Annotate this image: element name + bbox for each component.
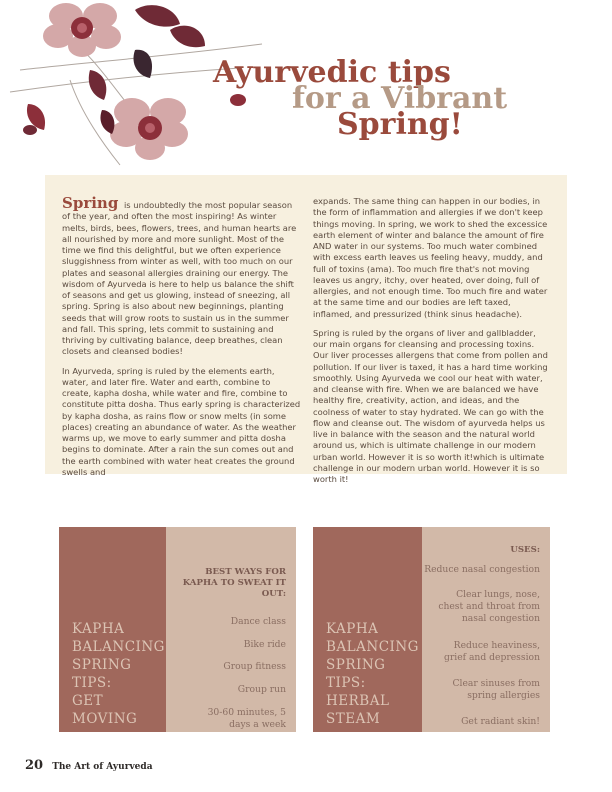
list-item: Reduce heaviness, grief and depression <box>443 640 540 663</box>
box-title-line: TIPS: <box>326 675 366 691</box>
article-column-2 <box>313 196 551 493</box>
blossom-top <box>43 3 121 57</box>
title-line-3: Spring! <box>337 107 463 142</box>
box-title <box>72 620 166 728</box>
paragraph: Spring is ruled by the organs of liver and gallbladder, our main organs for cleansing and processing toxins. Our liver processes allergens that come from pollen and pollution. If our liver is taxed, it has a hard time working smoothly. Using Ayurveda we cool our heat with water, and cleanse with fire. When we are balanced we have healthy fire, creativity, action, and ideas, and the coolness of water to stay hydrated. We can go with the flow and cleanse out. The wisdom of ayurveda helps us live in balance with the season and the natural world around us, which is ultimate challenge in our modern urban world. However it is so worth it!which is ultimate challenge in our modern urban world. However it is so worth it! <box>313 327 548 484</box>
list-item: Clear lungs, nose, chest and throat from nasal congestion <box>438 589 540 624</box>
blossom-bottom <box>110 98 188 160</box>
box-title-line: GET <box>72 693 104 709</box>
paragraph: In Ayurveda, spring is ruled by the elements earth, water, and later fire. Water and earth, combine to create, kapha dosha, while water and fire, combine to constitute pitta dosha. Thus early spring is characterized by kapha dosha, as rains flow or snow melts (in some places) creating an abundance of water. As the weather warms up, we move to early summer and pitta dosha begins to dominate. After a rain the sun comes out and the earth combined with water heat creates the ground swells and <box>62 365 301 477</box>
article-panel <box>45 175 567 484</box>
page-number: 20 <box>25 758 44 773</box>
list-item: Clear sinuses from spring allergies <box>452 678 540 701</box>
box-title-line: SPRING <box>326 657 386 673</box>
paragraph <box>62 194 302 358</box>
herbal-steam-box <box>313 527 550 732</box>
list-item: Reduce nasal congestion <box>424 564 540 575</box>
box-title-line: KAPHA <box>326 621 379 637</box>
box-list-panel <box>166 527 296 732</box>
list-item: Get radiant skin! <box>461 716 540 727</box>
box-title-line: MOVING <box>72 711 138 727</box>
list-item: 30-60 minutes, 5 days a week <box>207 707 286 730</box>
list-item: Group run <box>237 684 286 695</box>
box-title-line: SPRING TIPS: <box>72 657 132 691</box>
box-title-line: KAPHA <box>72 621 125 637</box>
box-title-line: STEAM <box>326 711 381 727</box>
article-column-1 <box>62 194 302 486</box>
page-footer <box>25 754 153 773</box>
box-title-line: BALANCING <box>72 639 165 655</box>
list-item: Group fitness <box>223 661 286 672</box>
box-title-panel <box>313 527 422 732</box>
title-line-2: for a Vibrant <box>292 81 508 116</box>
box-title-line: HERBAL <box>326 693 390 709</box>
paragraph-text: is undoubtedly the most popular season of the year, and often the most inspiring! As winter melts, birds, bees, flowers, trees, and human hearts are all nourished by more and more sunlight. Most of the time we find this delightful, but we often experience sluggishness from winter as well, with too much on our plates and seasonal allergies draining our energy. The wisdom of Ayurveda is here to help us balance the shift of seasons and get us glowing, instead of sneezing, all spring. Spring is also about new beginnings, planting seeds that will grow roots to sustain us in the summer and fall. This spring, lets commit to sustaining and thriving by cultivating balance, deep breathes, clean closets and cleansed bodies! <box>62 200 297 357</box>
box-title <box>326 620 419 728</box>
box-heading: BEST WAYS FOR KAPHA TO SWEAT IT OUT: <box>182 567 286 599</box>
list-item: Bike ride <box>243 639 286 650</box>
paragraph: expands. The same thing can happen in our bodies, in the form of inflammation and allergies if we don't keep things moving. In spring, we work to shed the excessice earth element of winter and balance the amount of fire AND water in our systems. Too much water combined with excess earth leaves us feeling heavy, muddy, and full of toxins (ama). Too much fire that's not moving leaves us angry, itchy, over heated, over doing, full of allergies, and not enough time. Too much fire and water at the same time and our bodies are left taxed, inflamed, and pressurized (think sinus headache). <box>313 196 548 319</box>
list-item: Dance class <box>230 616 286 627</box>
box-title-panel <box>59 527 166 732</box>
box-heading: USES: <box>510 545 540 555</box>
kapha-moving-box <box>59 527 296 732</box>
box-title-line: BALANCING <box>326 639 419 655</box>
dropcap: Spring <box>62 194 119 212</box>
box-list-panel <box>422 527 550 732</box>
magazine-name: The Art of Ayurveda <box>52 762 153 772</box>
title-line-1: Ayurvedic tips <box>213 55 451 90</box>
